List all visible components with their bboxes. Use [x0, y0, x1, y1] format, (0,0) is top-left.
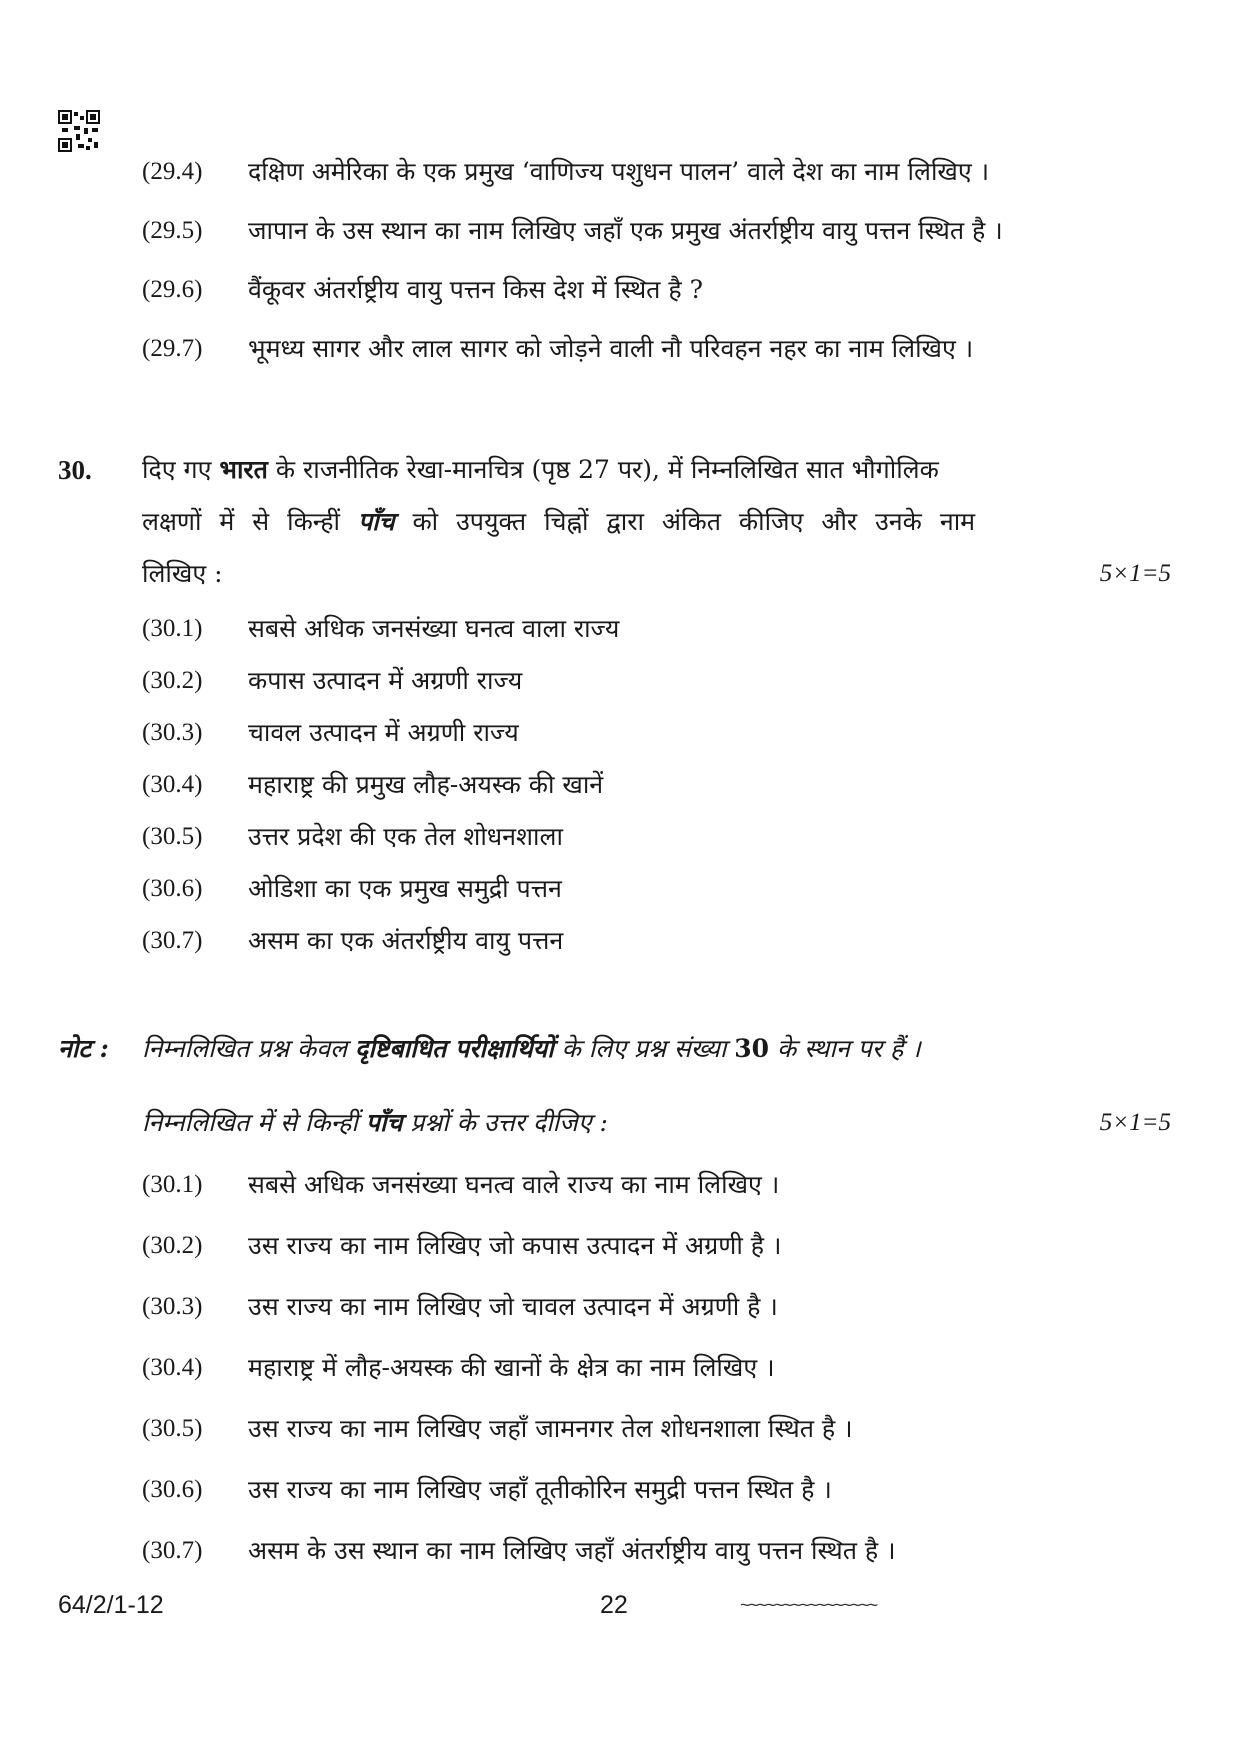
item-number: (30.1): [142, 1171, 203, 1198]
text-segment: लक्षणों में से किन्हीं: [142, 507, 358, 536]
note-label: नोट :: [58, 1034, 109, 1063]
item-number: (30.2): [142, 667, 203, 694]
item-number: (30.2): [142, 1232, 203, 1259]
bold-text: पाँच: [365, 1108, 403, 1137]
item-number: (29.6): [142, 276, 203, 303]
item-text: उस राज्य का नाम लिखिए जो चावल उत्पादन में अग्रणी है ।: [248, 1292, 778, 1321]
marks-label: 5×1=5: [1099, 560, 1171, 587]
text-segment: के लिए प्रश्न संख्या: [553, 1034, 735, 1063]
item-text: भूमध्य सागर और लाल सागर को जोड़ने वाली नौ परिवहन नहर का नाम लिखिए ।: [248, 334, 974, 363]
item-number: (30.3): [142, 719, 203, 746]
text-segment: के राजनीतिक रेखा-मानचित्र (पृष्ठ 27 पर), में निम्नलिखित सात भौगोलिक: [267, 455, 939, 484]
item-number: (30.7): [142, 927, 203, 954]
page-number: 22: [600, 1591, 628, 1619]
item-text: ओडिशा का एक प्रमुख समुद्री पत्तन: [248, 874, 562, 903]
item-text: महाराष्ट्र में लौह-अयस्क की खानों के क्षेत्र का नाम लिखिए ।: [248, 1353, 775, 1382]
item-text: कपास उत्पादन में अग्रणी राज्य: [248, 666, 523, 695]
item-number: (29.7): [142, 335, 203, 362]
paper-code: 64/2/1-12: [58, 1591, 164, 1619]
text-segment: दिए गए: [142, 455, 220, 484]
text-segment: निम्नलिखित में से किन्हीं: [142, 1108, 366, 1137]
marks-label: 5×1=5: [1099, 1109, 1171, 1136]
item-number: (30.4): [142, 1354, 203, 1381]
item-text: दक्षिण अमेरिका के एक प्रमुख ‘वाणिज्य पशुधन पालन’ वाले देश का नाम लिखिए ।: [248, 157, 990, 186]
instruction-text: [142, 1106, 608, 1140]
item-number: (30.4): [142, 771, 203, 798]
item-number: (30.5): [142, 823, 203, 850]
item-text: सबसे अधिक जनसंख्या घनत्व वाले राज्य का नाम लिखिए ।: [248, 1170, 780, 1199]
item-number: (30.6): [142, 875, 203, 902]
qr-code-icon: [58, 110, 100, 152]
item-number: (30.6): [142, 1476, 203, 1503]
item-text: उत्तर प्रदेश की एक तेल शोधनशाला: [248, 822, 563, 851]
item-text: महाराष्ट्र की प्रमुख लौह-अयस्क की खानें: [248, 770, 604, 799]
item-text: जापान के उस स्थान का नाम लिखिए जहाँ एक प्रमुख अंतर्राष्ट्रीय वायु पत्तन स्थित है ।: [248, 216, 1003, 245]
text-segment: निम्नलिखित प्रश्न केवल: [142, 1034, 356, 1063]
item-text: असम का एक अंतर्राष्ट्रीय वायु पत्तन: [248, 926, 564, 955]
item-text: उस राज्य का नाम लिखिए जहाँ तूतीकोरिन समुद्री पत्तन स्थित है ।: [248, 1475, 832, 1504]
text-segment: के स्थान पर हैं ।: [769, 1034, 921, 1063]
decorative-squiggle: ~~~~~~~~~~~~~~~~: [740, 1595, 877, 1615]
item-number: (29.5): [142, 217, 203, 244]
item-number: (30.1): [142, 615, 203, 642]
text-segment: प्रश्नों के उत्तर दीजिए :: [402, 1108, 608, 1137]
item-text: वैंकूवर अंतर्राष्ट्रीय वायु पत्तन किस देश में स्थित है ?: [248, 275, 704, 304]
item-number: (30.3): [142, 1293, 203, 1320]
question-text-line: [142, 453, 939, 487]
item-number: (30.7): [142, 1537, 203, 1564]
item-text: सबसे अधिक जनसंख्या घनत्व वाला राज्य: [248, 614, 620, 643]
item-text: उस राज्य का नाम लिखिए जहाँ जामनगर तेल शोधनशाला स्थित है ।: [248, 1414, 853, 1443]
note-text: [142, 1032, 921, 1066]
item-text: चावल उत्पादन में अग्रणी राज्य: [248, 718, 519, 747]
question-text-line: लिखिए :: [142, 559, 223, 588]
item-text: उस राज्य का नाम लिखिए जो कपास उत्पादन में अग्रणी है ।: [248, 1231, 782, 1260]
bold-text: भारत: [219, 455, 268, 484]
item-text: असम के उस स्थान का नाम लिखिए जहाँ अंतर्राष्ट्रीय वायु पत्तन स्थित है ।: [248, 1536, 896, 1565]
question-text-line: [142, 505, 975, 539]
item-number: (30.5): [142, 1415, 203, 1442]
item-number: (29.4): [142, 158, 203, 185]
bold-text: 30: [734, 1034, 770, 1063]
bold-text: दृष्टिबाधित परीक्षार्थियों: [355, 1034, 554, 1063]
bold-text: पाँच: [357, 507, 395, 536]
text-segment: को उपयुक्त चिह्नों द्वारा अंकित कीजिए और उनके नाम: [394, 507, 976, 536]
question-number: 30.: [58, 455, 92, 485]
